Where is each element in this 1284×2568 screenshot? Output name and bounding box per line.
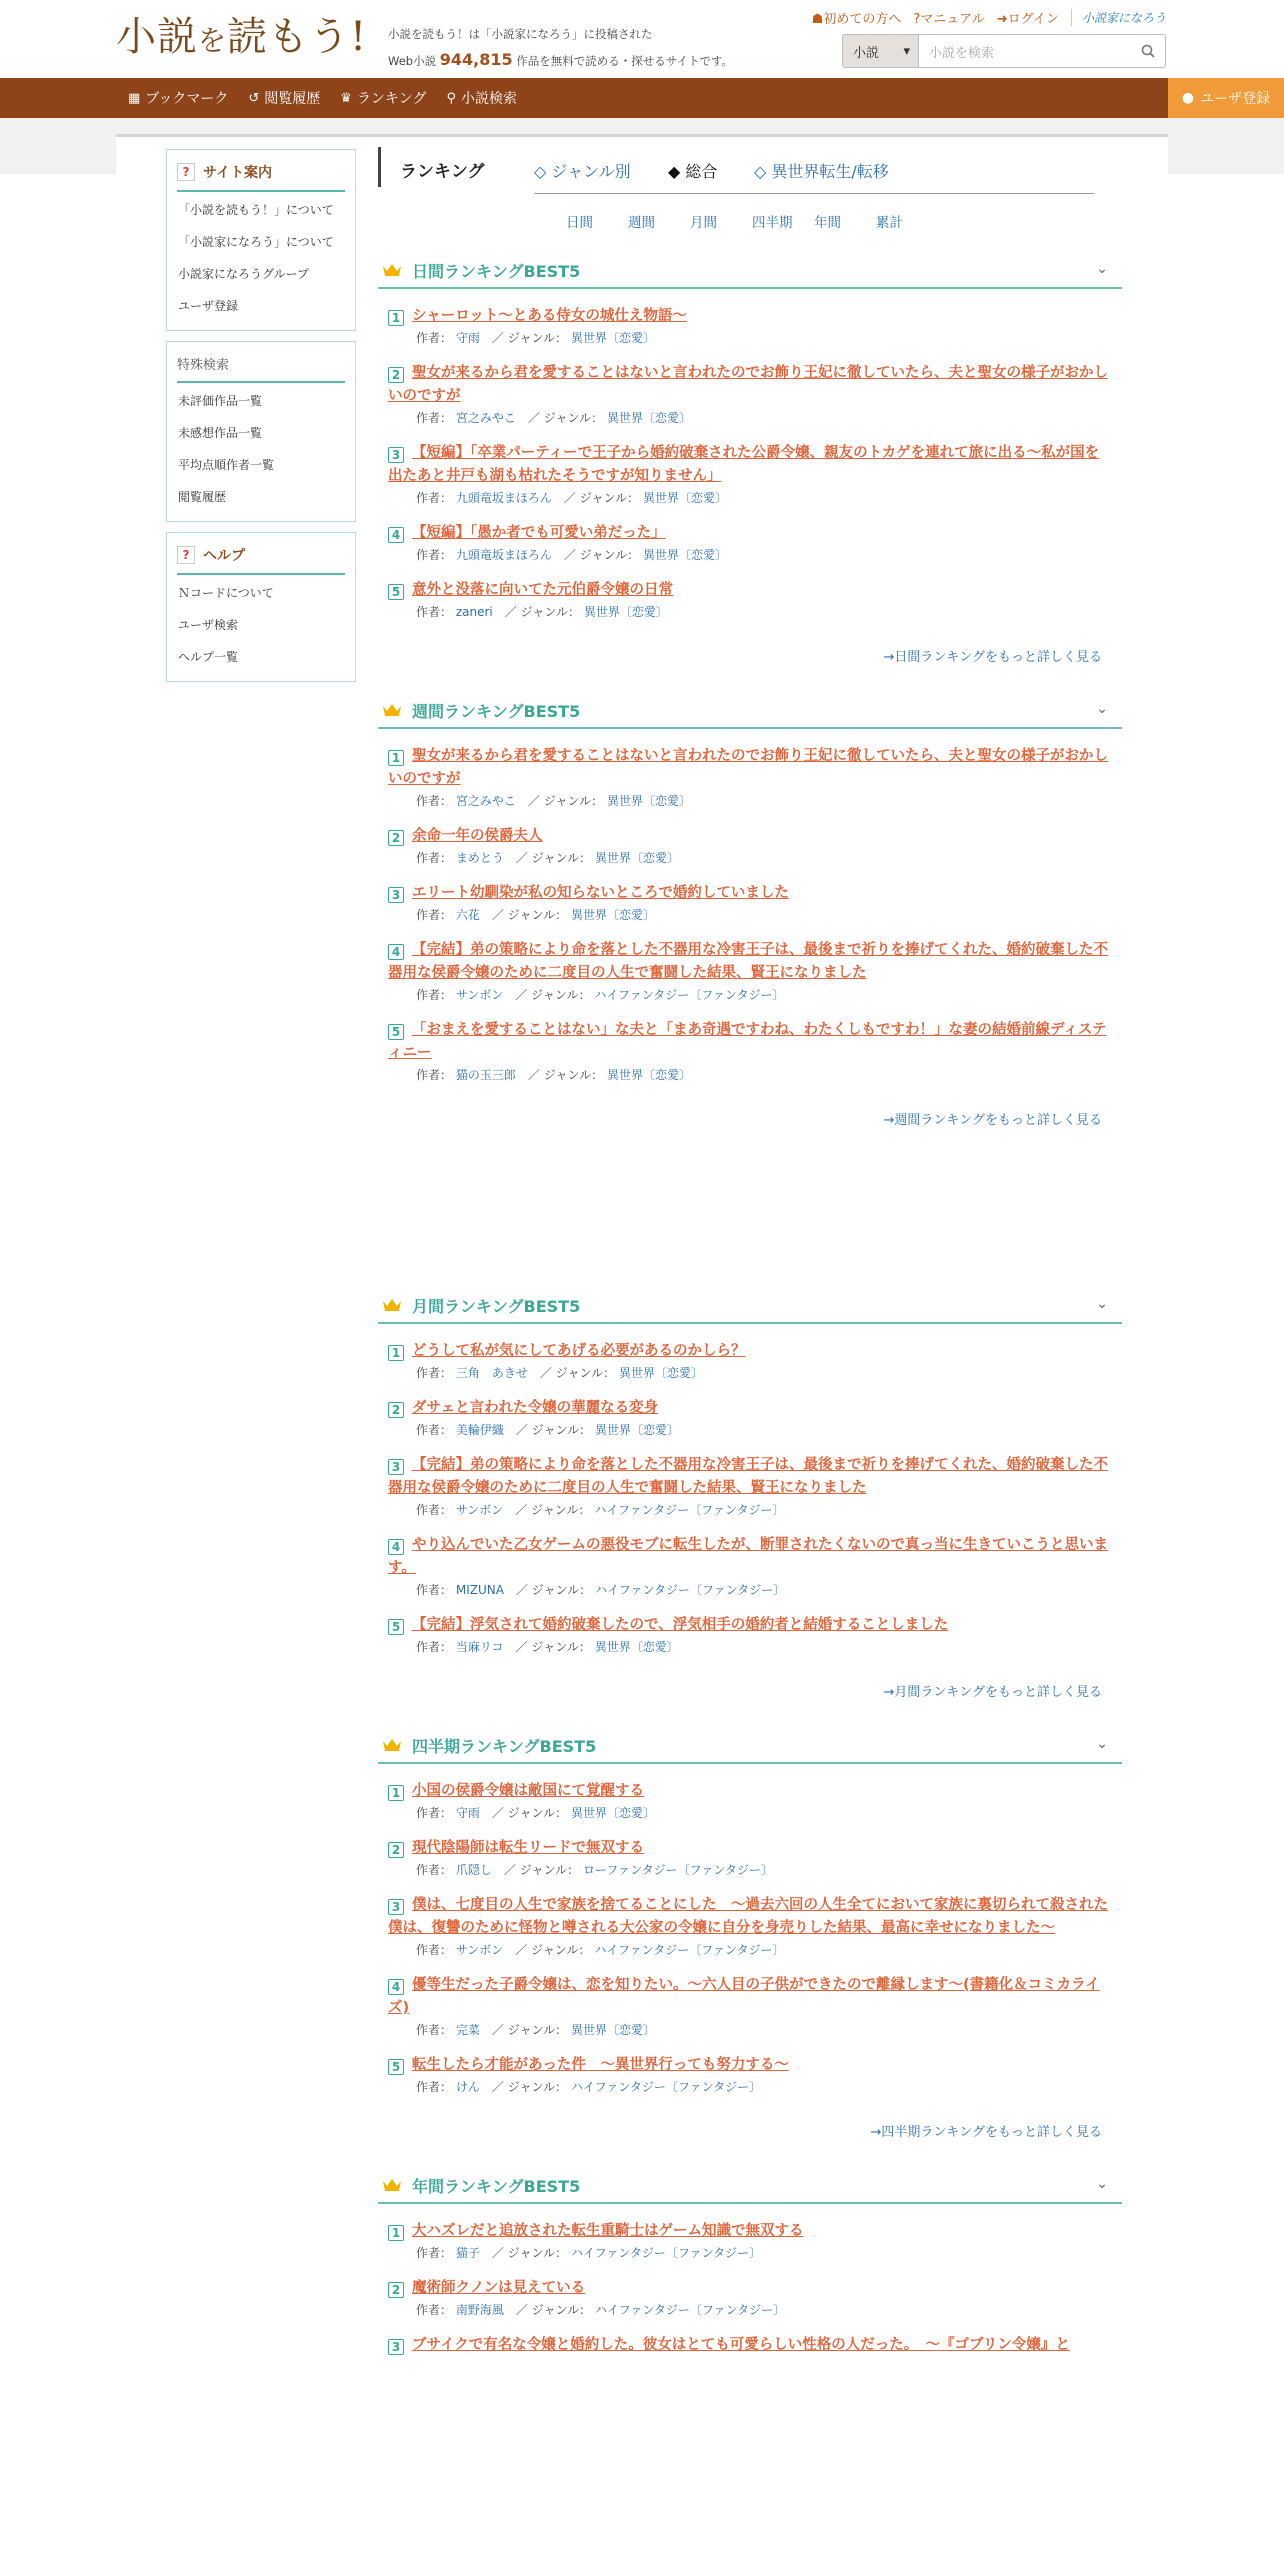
site-logo[interactable]: 小説を読もう! xyxy=(116,14,368,60)
author-link[interactable]: 猫子 xyxy=(455,2246,480,2260)
author-link[interactable]: 南野海風 xyxy=(455,2303,504,2317)
ranking-tabs xyxy=(378,147,1122,195)
novel-meta: 作者： サンボン ／ ジャンル： ハイファンタジー〔ファンタジー〕 xyxy=(416,1943,785,1957)
novel-meta: 作者： 三角 あきせ ／ ジャンル： 異世界〔恋愛〕 xyxy=(416,1366,703,1380)
ranking-item xyxy=(388,362,1112,428)
genre-link[interactable]: 異世界〔恋愛〕 xyxy=(570,2023,655,2037)
ranking-section-header xyxy=(378,1728,1122,1764)
ranking-item xyxy=(388,1454,1112,1520)
search-input[interactable]: 小説を検索 xyxy=(929,45,995,61)
ranking-section xyxy=(378,253,1122,665)
site-tagline: 小説を読もう！は「小説家になろう」に投稿された Web小説 944,815 作品を無料で読める・探せるサイトです。 xyxy=(388,27,734,69)
sidebar-item[interactable]: ユーザ登録 xyxy=(178,299,239,313)
rank-number: 2 xyxy=(388,1842,404,1858)
novel-title-link[interactable]: エリート幼馴染が私の知らないところで婚約していました xyxy=(412,885,789,901)
sidebar-special-search xyxy=(166,341,356,522)
register-button[interactable]: ● ユーザ登録 xyxy=(1168,78,1284,118)
crown-icon xyxy=(382,262,402,278)
period-yearly[interactable]: 年間 xyxy=(814,215,841,231)
search-bar xyxy=(842,34,1166,68)
novel-meta: 作者： 完菜 ／ ジャンル： 異世界〔恋愛〕 xyxy=(416,2023,655,2037)
ranking-item xyxy=(388,1780,1112,1823)
ranking-item xyxy=(388,1534,1112,1600)
novel-title-link[interactable]: 「おまえを愛することはない」な夫と「まあ奇遇ですわね、わたくしもですわ！」な妻の結婚前線ディスティニー xyxy=(388,1022,1107,1061)
narou-logo-link[interactable]: 小説家になろう xyxy=(1071,9,1166,26)
nav-ranking[interactable]: ♛ ランキング xyxy=(340,90,427,107)
sidebar-title: ? サイト案内 xyxy=(177,156,345,192)
nav-history[interactable]: ↺ 閲覧履歴 xyxy=(248,90,321,107)
ranking-more-link[interactable]: →日間ランキングをもっと詳しく見る xyxy=(883,650,1102,665)
period-monthly[interactable]: 月間 xyxy=(690,215,717,231)
chevron-down-icon[interactable]: ⌄ xyxy=(1096,1296,1108,1312)
ranking-section-title: 年間ランキングBEST5 xyxy=(412,2176,581,2196)
ranking-item xyxy=(388,1974,1112,2040)
novel-meta: 作者： サンボン ／ ジャンル： ハイファンタジー〔ファンタジー〕 xyxy=(416,988,785,1002)
genre-link[interactable]: 異世界〔恋愛〕 xyxy=(642,491,727,505)
novel-title-link[interactable]: 【完結】弟の策略により命を落とした不器用な冷害王子は、最後まで祈りを捧げてくれた、婚約破棄した不器用な侯爵令嬢のために二度目の人生で奮闘した結果、賢王になりました xyxy=(388,1457,1108,1496)
novel-title-link[interactable]: 転生したら才能があった件 〜異世界行っても努力する〜 xyxy=(412,2057,789,2073)
manual-link[interactable]: ?マニュアル xyxy=(913,12,985,27)
tab-total[interactable]: ◆ 総合 xyxy=(668,162,718,181)
novel-title-link[interactable]: どうして私が気にしてあげる必要があるのかしら？ xyxy=(412,1343,746,1359)
rank-number: 1 xyxy=(388,1785,404,1801)
genre-link[interactable]: 異世界〔恋愛〕 xyxy=(570,908,655,922)
author-link[interactable]: まめとう xyxy=(455,851,504,865)
novel-title-link[interactable]: 魔術師クノンは見えている xyxy=(412,2280,586,2296)
crown-icon: ♛ xyxy=(340,90,352,106)
history-icon: ↺ xyxy=(248,90,260,106)
novel-title-link[interactable]: 現代陰陽師は転生リードで無双する xyxy=(412,1840,644,1856)
sidebar-item[interactable]: 平均点順作者一覧 xyxy=(178,458,275,472)
rank-number: 2 xyxy=(388,1402,404,1418)
ranking-item xyxy=(388,522,1112,565)
ranking-more-link[interactable]: →四半期ランキングをもっと詳しく見る xyxy=(870,2125,1102,2140)
tab-isekai[interactable]: ◇ 異世界転生/転移 xyxy=(754,162,889,181)
novel-meta: 作者： 六花 ／ ジャンル： 異世界〔恋愛〕 xyxy=(416,908,655,922)
ranking-item xyxy=(388,2054,1112,2097)
novel-title-link[interactable]: 大ハズレだと追放された転生重騎士はゲーム知識で無双する xyxy=(412,2223,804,2239)
novel-title-link[interactable]: ダサェと言われた令嬢の華麗なる変身 xyxy=(412,1400,659,1416)
genre-link[interactable]: 異世界〔恋愛〕 xyxy=(606,794,691,808)
ranking-item xyxy=(388,1340,1112,1383)
genre-link[interactable]: ハイファンタジー〔ファンタジー〕 xyxy=(570,2080,762,2094)
period-weekly[interactable]: 週間 xyxy=(628,215,655,231)
author-link[interactable]: 三角 あきせ xyxy=(455,1366,528,1380)
author-link[interactable]: けん xyxy=(455,2080,480,2094)
rank-number: 5 xyxy=(388,1024,404,1040)
first-time-link[interactable]: ☗初めての方へ xyxy=(811,12,902,27)
sidebar-item[interactable]: 未感想作品一覧 xyxy=(178,426,263,440)
novel-title-link[interactable]: 聖女が来るから君を愛することはないと言われたのでお飾り王妃に徹していたら、夫と聖女の様子がおかしいのですが xyxy=(388,365,1108,404)
rank-number: 4 xyxy=(388,527,404,543)
sidebar-item[interactable]: ユーザ検索 xyxy=(178,618,239,632)
author-link[interactable]: サンボン xyxy=(455,1943,504,1957)
novel-meta: 作者： 美輪伊織 ／ ジャンル： 異世界〔恋愛〕 xyxy=(416,1423,679,1437)
genre-link[interactable]: ローファンタジー〔ファンタジー〕 xyxy=(582,1863,773,1877)
ranking-item xyxy=(388,442,1112,508)
ranking-item xyxy=(388,2277,1112,2320)
sidebar-item[interactable]: 小説家になろうグループ xyxy=(178,267,310,281)
ranking-section-title: 月間ランキングBEST5 xyxy=(412,1296,581,1316)
genre-link[interactable]: 異世界〔恋愛〕 xyxy=(570,331,655,345)
author-link[interactable]: MIZUNA xyxy=(455,1583,504,1597)
user-icon: ● xyxy=(1181,90,1195,106)
novel-title-link[interactable]: 意外と没落に向いてた元伯爵令嬢の日常 xyxy=(412,582,673,598)
rank-number: 1 xyxy=(388,1345,404,1361)
rank-number: 5 xyxy=(388,584,404,600)
author-link[interactable]: 完菜 xyxy=(455,2023,480,2037)
sidebar-item[interactable]: 閲覧履歴 xyxy=(178,490,227,504)
ranking-sections xyxy=(378,253,1122,2357)
ranking-item xyxy=(388,1894,1112,1960)
novel-title-link[interactable]: 【完結】浮気されて婚約破棄したので、浮気相手の婚約者と結婚することしました xyxy=(412,1617,949,1633)
ranking-content xyxy=(378,137,1122,2371)
search-type-select[interactable]: 小説 ▾ xyxy=(843,35,919,67)
novel-meta: 作者： まめとう ／ ジャンル： 異世界〔恋愛〕 xyxy=(416,851,679,865)
author-link[interactable]: 六花 xyxy=(455,908,480,922)
genre-link[interactable]: ハイファンタジー〔ファンタジー〕 xyxy=(595,1583,786,1597)
genre-link[interactable]: 異世界〔恋愛〕 xyxy=(583,605,668,619)
novel-meta: 作者： サンボン ／ ジャンル： ハイファンタジー〔ファンタジー〕 xyxy=(416,1503,785,1517)
ranking-section xyxy=(378,693,1122,1128)
chevron-down-icon: ▾ xyxy=(903,43,910,59)
top-links xyxy=(812,8,1166,27)
author-link[interactable]: 宮之みやこ xyxy=(455,411,516,425)
novel-title-link[interactable]: 小国の侯爵令嬢は敵国にて覚醒する xyxy=(412,1783,644,1799)
genre-link[interactable]: 異世界〔恋愛〕 xyxy=(618,1366,703,1380)
ranking-section-header xyxy=(378,693,1122,729)
ranking-section xyxy=(378,2168,1122,2357)
novel-title-link[interactable]: 余命一年の侯爵夫人 xyxy=(412,828,543,844)
rank-number: 3 xyxy=(388,1899,404,1915)
crown-icon xyxy=(382,702,402,718)
ranking-section-header xyxy=(378,2168,1122,2204)
crown-icon xyxy=(382,1297,402,1313)
novel-meta: 作者： 南野海風 ／ ジャンル： ハイファンタジー〔ファンタジー〕 xyxy=(416,2303,786,2317)
chevron-down-icon[interactable]: ⌄ xyxy=(1096,261,1108,277)
ranking-item xyxy=(388,2220,1112,2263)
genre-link[interactable]: 異世界〔恋愛〕 xyxy=(606,411,691,425)
ranking-item xyxy=(388,305,1112,348)
genre-link[interactable]: ハイファンタジー〔ファンタジー〕 xyxy=(570,2246,762,2260)
crown-icon xyxy=(382,2177,402,2193)
main-container xyxy=(116,134,1168,2568)
rank-number: 4 xyxy=(388,1979,404,1995)
rank-number: 2 xyxy=(388,830,404,846)
sidebar-item[interactable]: ヘルプ一覧 xyxy=(178,650,239,664)
search-icon: ⚲ xyxy=(446,90,457,106)
rank-number: 3 xyxy=(388,447,404,463)
author-link[interactable]: zaneri xyxy=(455,605,493,619)
author-link[interactable]: 守雨 xyxy=(455,1806,480,1820)
sidebar-item[interactable]: Ｎコードについて xyxy=(178,586,274,600)
ranking-more-link[interactable]: →週間ランキングをもっと詳しく見る xyxy=(883,1113,1102,1128)
author-link[interactable]: 爪隠し xyxy=(455,1863,492,1877)
rank-number: 5 xyxy=(388,1619,404,1635)
ranking-item xyxy=(388,1837,1112,1880)
genre-link[interactable]: 異世界〔恋愛〕 xyxy=(606,1068,691,1082)
site-header xyxy=(0,0,1284,78)
chevron-down-icon[interactable]: ⌄ xyxy=(1096,2176,1108,2192)
work-count: 944,815 xyxy=(439,50,513,69)
novel-title-link[interactable]: 【完結】弟の策略により命を落とした不器用な冷害王子は、最後まで祈りを捧げてくれた、婚約破棄した不器用な侯爵令嬢のために二度目の人生で奮闘した結果、賢王になりました xyxy=(388,942,1108,981)
novel-meta: 作者： 宮之みやこ ／ ジャンル： 異世界〔恋愛〕 xyxy=(416,411,691,425)
genre-link[interactable]: ハイファンタジー〔ファンタジー〕 xyxy=(594,1503,785,1517)
genre-link[interactable]: ハイファンタジー〔ファンタジー〕 xyxy=(594,988,785,1002)
sidebar-item[interactable]: 「小説を読もう！」について xyxy=(178,203,334,217)
novel-title-link[interactable]: 【短編】「愚か者でも可愛い弟だった」 xyxy=(412,525,666,541)
nav-bookmark[interactable]: ▦ ブックマーク xyxy=(128,90,229,107)
ranking-item xyxy=(388,1019,1112,1085)
ranking-item xyxy=(388,825,1112,868)
period-quarterly[interactable]: 四半期 xyxy=(752,215,793,231)
sidebar-help xyxy=(166,532,356,682)
author-link[interactable]: サンボン xyxy=(455,988,504,1002)
genre-link[interactable]: 異世界〔恋愛〕 xyxy=(594,851,679,865)
novel-meta: 作者： けん ／ ジャンル： ハイファンタジー〔ファンタジー〕 xyxy=(416,2080,762,2094)
period-links xyxy=(566,211,1122,231)
sidebar-title: 特殊検索 xyxy=(177,348,345,383)
genre-link[interactable]: 異世界〔恋愛〕 xyxy=(642,548,727,562)
ranking-item xyxy=(388,579,1112,622)
ranking-item xyxy=(388,2334,1112,2357)
novel-title-link[interactable]: 聖女が来るから君を愛することはないと言われたのでお飾り王妃に徹していたら、夫と聖女の様子がおかしいのですが xyxy=(388,748,1108,787)
novel-meta: 作者： 守雨 ／ ジャンル： 異世界〔恋愛〕 xyxy=(416,331,655,345)
ranking-section-header xyxy=(378,253,1122,289)
ranking-section-header xyxy=(378,1288,1122,1324)
rank-number: 3 xyxy=(388,2339,404,2355)
chevron-down-icon[interactable]: ⌄ xyxy=(1096,701,1108,717)
ranking-item xyxy=(388,745,1112,811)
rank-number: 2 xyxy=(388,367,404,383)
rank-number: 2 xyxy=(388,2282,404,2298)
search-button[interactable] xyxy=(1131,35,1165,67)
sidebar xyxy=(166,149,356,692)
rank-number: 1 xyxy=(388,2225,404,2241)
question-icon: ? xyxy=(177,163,195,181)
novel-meta: 作者： 猫子 ／ ジャンル： ハイファンタジー〔ファンタジー〕 xyxy=(416,2246,762,2260)
rank-number: 1 xyxy=(388,750,404,766)
login-link[interactable]: ➜ログイン xyxy=(996,12,1059,27)
novel-title-link[interactable]: シャーロット〜とある侍女の城仕え物語〜 xyxy=(412,308,687,324)
rank-number: 1 xyxy=(388,310,404,326)
tab-genre[interactable]: ◇ ジャンル別 xyxy=(534,162,631,181)
novel-title-link[interactable]: やり込んでいた乙女ゲームの悪役モブに転生したが、断罪されたくないので真っ当に生きていこうと思います。 xyxy=(388,1537,1108,1576)
ranking-item xyxy=(388,882,1112,925)
sidebar-site-guide xyxy=(166,149,356,331)
genre-link[interactable]: 異世界〔恋愛〕 xyxy=(594,1423,679,1437)
ranking-section-title: 四半期ランキングBEST5 xyxy=(412,1736,597,1756)
crown-icon xyxy=(382,1737,402,1753)
ranking-section xyxy=(378,1288,1122,1700)
ranking-section xyxy=(378,1728,1122,2140)
novel-title-link[interactable]: 優等生だった子爵令嬢は、恋を知りたい。〜六人目の子供ができたので離縁します〜(書籍化＆コミカライズ) xyxy=(388,1977,1100,2016)
ranking-more-link[interactable]: →月間ランキングをもっと詳しく見る xyxy=(883,1685,1102,1700)
ranking-item xyxy=(388,939,1112,1005)
author-link[interactable]: 猫の玉三郎 xyxy=(455,1068,516,1082)
novel-meta: 作者： zaneri ／ ジャンル： 異世界〔恋愛〕 xyxy=(416,605,668,619)
genre-link[interactable]: 異世界〔恋愛〕 xyxy=(594,1640,679,1654)
genre-link[interactable]: 異世界〔恋愛〕 xyxy=(570,1806,655,1820)
novel-meta: 作者： 守雨 ／ ジャンル： 異世界〔恋愛〕 xyxy=(416,1806,655,1820)
rank-number: 3 xyxy=(388,1459,404,1475)
author-link[interactable]: 九頭竜坂まほろん xyxy=(455,548,552,562)
ranking-item xyxy=(388,1397,1112,1440)
period-daily[interactable]: 日間 xyxy=(566,215,593,231)
author-link[interactable]: 九頭竜坂まほろん xyxy=(455,491,552,505)
novel-meta: 作者： 猫の玉三郎 ／ ジャンル： 異世界〔恋愛〕 xyxy=(416,1068,691,1082)
author-link[interactable]: 宮之みやこ xyxy=(455,794,516,808)
novel-title-link[interactable]: 僕は、七度目の人生で家族を捨てることにした 〜過去六回の人生全てにおいて家族に裏切られて殺された僕は、復讐のために怪物と噂される大公家の令嬢に自分を身売りした結果、最高に幸せになりました〜 xyxy=(388,1897,1108,1936)
author-link[interactable]: 守雨 xyxy=(455,331,480,345)
chevron-down-icon[interactable]: ⌄ xyxy=(1096,1736,1108,1752)
novel-title-link[interactable]: ブサイクで有名な令嬢と婚約した。彼女はとても可愛らしい性格の人だった。 〜『ゴブリン令嬢』と xyxy=(412,2337,1070,2353)
ranking-section-title: 週間ランキングBEST5 xyxy=(412,701,581,721)
nav-search[interactable]: ⚲ 小説検索 xyxy=(446,90,518,107)
rank-number: 3 xyxy=(388,887,404,903)
sidebar-item[interactable]: 「小説家になろう」について xyxy=(178,235,334,249)
sidebar-item[interactable]: 未評価作品一覧 xyxy=(178,394,263,408)
genre-link[interactable]: ハイファンタジー〔ファンタジー〕 xyxy=(594,1943,785,1957)
rank-number: 4 xyxy=(388,1539,404,1555)
author-link[interactable]: 当麻リコ xyxy=(455,1640,504,1654)
novel-meta: 作者： 九頭竜坂まほろん ／ ジャンル： 異世界〔恋愛〕 xyxy=(416,491,727,505)
sidebar-title: ? ヘルプ xyxy=(177,539,345,575)
rank-number: 5 xyxy=(388,2059,404,2075)
bookmark-icon: ▦ xyxy=(128,90,141,106)
question-icon: ? xyxy=(177,546,195,564)
author-link[interactable]: サンボン xyxy=(455,1503,504,1517)
period-cumulative[interactable]: 累計 xyxy=(876,215,903,231)
novel-title-link[interactable]: 【短編】「卒業パーティーで王子から婚約破棄された公爵令嬢、親友のトカゲを連れて旅に出る〜私が国を出たあと井戸も湖も枯れたそうですが知りません」 xyxy=(388,445,1100,484)
novel-meta: 作者： MIZUNA ／ ジャンル： ハイファンタジー〔ファンタジー〕 xyxy=(416,1583,786,1597)
novel-meta: 作者： 爪隠し ／ ジャンル： ローファンタジー〔ファンタジー〕 xyxy=(416,1863,773,1877)
author-link[interactable]: 美輪伊織 xyxy=(455,1423,504,1437)
novel-meta: 作者： 宮之みやこ ／ ジャンル： 異世界〔恋愛〕 xyxy=(416,794,691,808)
ranking-item xyxy=(388,1614,1112,1657)
ranking-section-title: 日間ランキングBEST5 xyxy=(412,261,581,281)
novel-meta: 作者： 当麻リコ ／ ジャンル： 異世界〔恋愛〕 xyxy=(416,1640,679,1654)
rank-number: 4 xyxy=(388,944,404,960)
main-nav xyxy=(0,78,1284,118)
genre-link[interactable]: ハイファンタジー〔ファンタジー〕 xyxy=(594,2303,786,2317)
novel-meta: 作者： 九頭竜坂まほろん ／ ジャンル： 異世界〔恋愛〕 xyxy=(416,548,727,562)
search-icon xyxy=(1141,44,1155,58)
page-title: ランキング xyxy=(400,162,485,182)
